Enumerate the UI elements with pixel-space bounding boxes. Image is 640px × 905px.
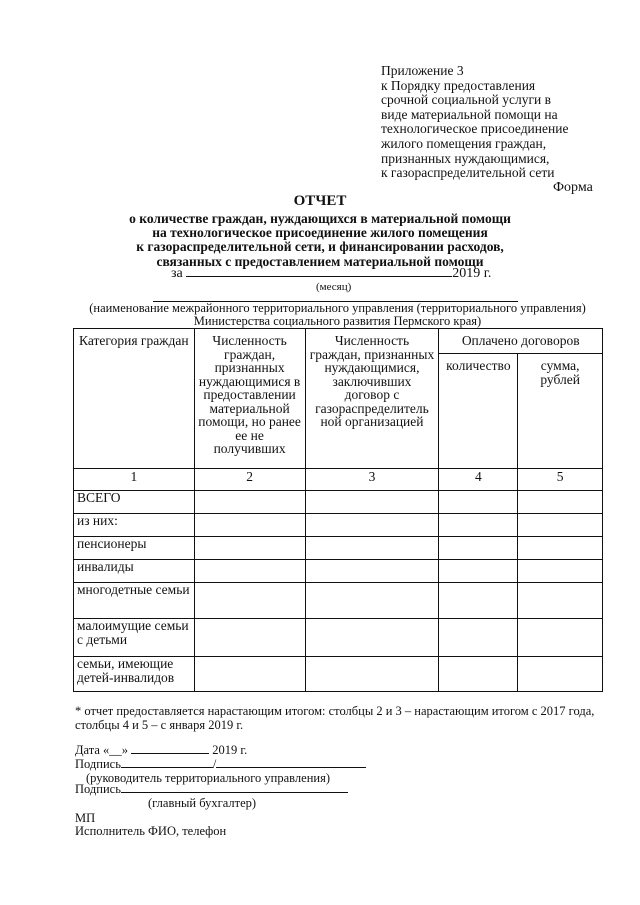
head-signature-line bbox=[75, 757, 366, 772]
appendix-line: к газораспределительной сети bbox=[381, 165, 555, 181]
table-cell[interactable] bbox=[518, 657, 603, 692]
table-cell[interactable] bbox=[305, 583, 439, 619]
table-cell[interactable] bbox=[194, 514, 305, 537]
table-cell[interactable] bbox=[194, 657, 305, 692]
table-cell[interactable] bbox=[305, 560, 439, 583]
appendix-line: к Порядку предоставления bbox=[381, 77, 536, 93]
signature-blank[interactable] bbox=[121, 782, 348, 793]
table-cell[interactable] bbox=[305, 657, 439, 692]
table-cell[interactable] bbox=[518, 619, 603, 657]
footnote: * отчет предоставляется нарастающим итогом: столбцы 2 и 3 – нарастающим итогом с 2017 года, столбцы 4 и 5 – с января 2019 г. bbox=[75, 704, 595, 732]
table-row bbox=[74, 491, 603, 514]
header-count: количество bbox=[439, 354, 518, 469]
row-label: инвалиды bbox=[74, 560, 195, 583]
signature-blank[interactable] bbox=[121, 757, 213, 768]
subtitle-line: на технологическое присоединение жилого помещения bbox=[152, 225, 488, 241]
report-subtitle bbox=[0, 212, 640, 269]
date-blank[interactable] bbox=[131, 743, 209, 754]
table-cell[interactable] bbox=[439, 491, 518, 514]
table-cell[interactable] bbox=[194, 583, 305, 619]
table-cell[interactable] bbox=[518, 491, 603, 514]
executor-label: Исполнитель ФИО, телефон bbox=[75, 824, 227, 838]
appendix-block bbox=[381, 64, 568, 181]
subtitle-line: к газораспределительной сети, и финансировании расходов, bbox=[136, 239, 504, 255]
subtitle-line: связанных с предоставлением материальной помощи bbox=[156, 253, 484, 269]
table-cell[interactable] bbox=[518, 560, 603, 583]
table-row bbox=[74, 514, 603, 537]
name-blank[interactable] bbox=[216, 757, 366, 768]
column-numbers-row bbox=[74, 469, 603, 491]
row-label: пенсионеры bbox=[74, 537, 195, 560]
signature-label: Подпись bbox=[75, 782, 121, 796]
table-row bbox=[74, 657, 603, 692]
column-number: 1 bbox=[74, 469, 195, 491]
date-year: 2019 г. bbox=[212, 743, 248, 757]
appendix-line: срочной социальной услуги в bbox=[381, 92, 552, 108]
head-hint: (руководитель территориального управления) bbox=[86, 771, 330, 785]
report-table bbox=[73, 328, 603, 692]
column-number: 2 bbox=[194, 469, 305, 491]
table-cell[interactable] bbox=[439, 619, 518, 657]
row-label: ВСЕГО bbox=[74, 491, 195, 514]
appendix-line: виде материальной помощи на bbox=[381, 106, 558, 122]
period-prefix: за bbox=[171, 266, 183, 281]
row-label: из них: bbox=[74, 514, 195, 537]
table-row bbox=[74, 537, 603, 560]
table-cell[interactable] bbox=[305, 491, 439, 514]
form-label: Форма bbox=[553, 180, 593, 195]
table-cell[interactable] bbox=[439, 560, 518, 583]
table-cell[interactable] bbox=[194, 560, 305, 583]
header-category: Категория граждан bbox=[74, 329, 195, 469]
month-blank[interactable] bbox=[186, 264, 452, 277]
appendix-line: технологическое присоединение bbox=[381, 121, 569, 137]
period-year: 2019 г. bbox=[452, 266, 492, 281]
table-cell[interactable] bbox=[518, 514, 603, 537]
table-cell[interactable] bbox=[439, 583, 518, 619]
stamp-label: МП bbox=[75, 811, 96, 825]
subtitle-line: о количестве граждан, нуждающихся в материальной помощи bbox=[129, 211, 511, 226]
row-label: семьи, имеющие детей-инвалидов bbox=[74, 657, 195, 692]
org-hint-line: (наименование межрайонного территориального управления (территориального управления) bbox=[89, 301, 586, 315]
table-cell[interactable] bbox=[518, 537, 603, 560]
signature-slash: / bbox=[212, 757, 217, 771]
table-header-row bbox=[74, 329, 603, 354]
column-number: 4 bbox=[439, 469, 518, 491]
header-paid: Оплачено договоров bbox=[439, 329, 603, 354]
column-number: 3 bbox=[305, 469, 439, 491]
date-label: Дата «__» bbox=[75, 743, 129, 757]
table-cell[interactable] bbox=[194, 491, 305, 514]
report-title: ОТЧЕТ bbox=[293, 193, 347, 209]
table-cell[interactable] bbox=[305, 514, 439, 537]
table-cell[interactable] bbox=[518, 583, 603, 619]
accountant-signature-line bbox=[75, 782, 348, 797]
row-label: малоимущие семьи с детьми bbox=[74, 619, 195, 657]
column-number: 5 bbox=[518, 469, 603, 491]
header-col2: Численность граждан, признанных нуждающимися в предоставлении материальной помощи, но ранее ее не получивших bbox=[194, 329, 305, 469]
appendix-line: признанных нуждающимися, bbox=[381, 150, 550, 166]
table-cell[interactable] bbox=[194, 619, 305, 657]
table-cell[interactable] bbox=[439, 514, 518, 537]
month-hint: (месяц) bbox=[316, 281, 352, 293]
table-cell[interactable] bbox=[194, 537, 305, 560]
table-cell[interactable] bbox=[305, 619, 439, 657]
table-cell[interactable] bbox=[305, 537, 439, 560]
appendix-line: жилого помещения граждан, bbox=[381, 135, 547, 151]
row-label: многодетные семьи bbox=[74, 583, 195, 619]
appendix-line: Приложение 3 bbox=[381, 63, 464, 78]
table-row bbox=[74, 619, 603, 657]
signature-label: Подпись bbox=[75, 757, 121, 771]
table-cell[interactable] bbox=[439, 657, 518, 692]
date-line bbox=[75, 743, 247, 758]
header-col3: Численность граждан, признанных нуждающимися, заключивших договор с газораспределитель ной организацией bbox=[305, 329, 439, 469]
table-row bbox=[74, 583, 603, 619]
table-row bbox=[74, 560, 603, 583]
table-cell[interactable] bbox=[439, 537, 518, 560]
accountant-hint: (главный бухгалтер) bbox=[148, 796, 257, 810]
org-hint bbox=[74, 302, 601, 328]
org-hint-line: Министерства социального развития Пермского края) bbox=[193, 314, 482, 328]
period-field bbox=[171, 264, 491, 282]
header-sum: сумма, рублей bbox=[518, 354, 603, 469]
